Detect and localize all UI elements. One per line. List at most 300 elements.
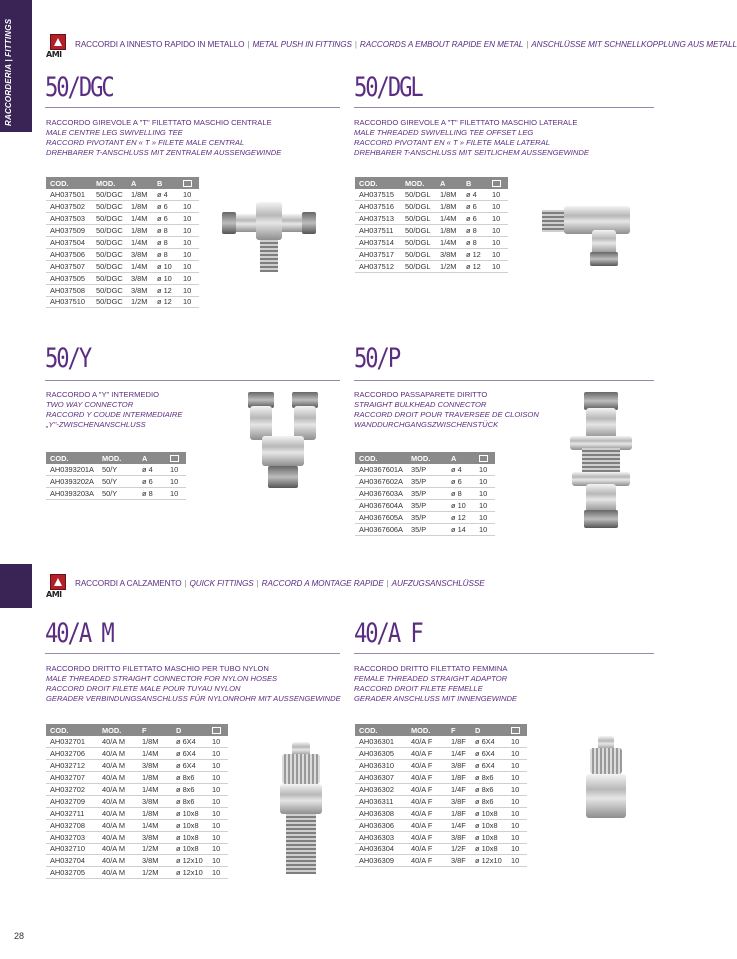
table-50-p: COD. MOD. A AH0367601A 35/P ø 4 10 AH0367602A 35/P ø 6 10 AH0367603A 35/P ø 8 10 AH0367604A 35/P ø 10 10 AH0367605A 35/P ø 12 10 AH0367606A 35/P ø 14 10 [355,452,495,536]
table-cell: 40/A F [407,736,447,748]
table-50-y: COD. MOD. A AH0393201A 50/Y ø 4 10 AH0393202A 50/Y ø 6 10 AH0393203A 50/Y ø 8 10 [46,452,186,500]
table-cell: AH0367601A [355,464,407,476]
table-cell: 35/P [407,512,447,524]
table-cell: AH036311 [355,795,407,807]
table-row [46,201,199,213]
table-cell: ø 12 [153,296,179,308]
table-cell: 10 [208,748,228,760]
table-row [46,807,228,819]
table-cell: 10 [208,843,228,855]
table-cell: 50/DGL [401,201,436,213]
table-cell: 40/A M [98,819,138,831]
table-40-af: COD. MOD. F D AH036301 40/A F 1/8F ø 6X4 10 AH036305 40/A F 1/4F ø 6X4 10 AH036310 40/A F 3/8F ø 6X4 10 AH036307 40/A F 1/8F ø 8x6 10 AH036302 40/A F 1/4F ø 8x6 10 AH036311 40/A F 3/8F ø 8x6 10 AH036308 40/A F 1/8F ø 10x8 10 AH036306 40/A F 1/4F ø 10x8 10 AH036303 40/A F 3/8F ø 10x8 10 AH036304 40/A F 1/2F ø 10x8 10 AH036309 40/A F 3/8F ø 12x10 10 [355,724,527,867]
table-row [355,772,527,784]
table-cell: AH032712 [46,760,98,772]
table-cell: AH032703 [46,831,98,843]
table-cell: AH037515 [355,189,401,201]
table-cell: 50/DGC [92,237,127,249]
table-cell: 1/2F [447,843,471,855]
table-cell: ø 4 [153,189,179,201]
table-cell: 1/8M [138,807,172,819]
table-cell: 40/A M [98,843,138,855]
header-metal-push-in: RACCORDI A INNESTO RAPIDO IN METALLO | METAL PUSH IN FITTINGS | RACCORDS A EMBOUT RAPIDE EN METAL | ANSCHLÜSSE MIT SCHNELLKOPPLUNG AUS METALL [75,40,737,49]
image-50-y [244,392,324,494]
table-cell: 10 [208,736,228,748]
table-cell: 3/8F [447,855,471,867]
divider [354,107,654,108]
table-cell: AH0393202A [46,476,98,488]
table-cell: 1/8F [447,772,471,784]
table-row [355,748,527,760]
table-cell: 1/8M [127,225,153,237]
table-cell: ø 10x8 [471,843,507,855]
table-cell: AH032709 [46,795,98,807]
table-cell: AH0367605A [355,512,407,524]
table-cell: 40/A M [98,795,138,807]
table-cell: AH037517 [355,248,401,260]
header-de: AUFZUGSANSCHLÜSSE [391,579,485,588]
header-en: QUICK FITTINGS [189,579,254,588]
table-cell: 1/4F [447,748,471,760]
table-row [46,272,199,284]
table-row [46,748,228,760]
table-cell: 50/DGC [92,201,127,213]
table-cell: 10 [507,819,527,831]
table-row [46,260,199,272]
table-cell: AH037505 [46,272,92,284]
table-cell: 3/8M [138,855,172,867]
table-cell: 1/2M [436,260,462,272]
table-cell: 50/DGC [92,272,127,284]
table-row [355,843,527,855]
table-cell: AH037511 [355,225,401,237]
table-row [355,736,527,748]
table-row [355,476,495,488]
table-cell: 10 [208,760,228,772]
package-icon [183,180,192,187]
table-cell: 1/8F [447,807,471,819]
table-row [355,819,527,831]
table-cell: 1/4M [436,237,462,249]
table-cell: AH0367606A [355,523,407,535]
table-cell: ø 6 [462,213,488,225]
divider [45,380,340,381]
table-cell: AH037503 [46,213,92,225]
table-cell: 1/4M [138,784,172,796]
table-cell: 10 [475,512,495,524]
table-cell: 3/8F [447,795,471,807]
table-row [355,523,495,535]
table-cell: AH036309 [355,855,407,867]
table-cell: 50/Y [98,464,138,476]
table-row [355,512,495,524]
table-cell: AH0393201A [46,464,98,476]
table-cell: ø 8x6 [471,784,507,796]
table-cell: 10 [475,523,495,535]
table-cell: 1/4M [127,213,153,225]
table-cell: AH037506 [46,248,92,260]
header-quick-fittings: RACCORDI A CALZAMENTO | QUICK FITTINGS | RACCORD A MONTAGE RAPIDE | AUFZUGSANSCHLÜSSE [75,579,485,588]
table-cell: 10 [488,213,508,225]
table-cell: 10 [507,831,527,843]
logo-text: AMI [46,590,62,599]
table-cell: ø 8 [462,225,488,237]
divider [45,653,340,654]
table-cell: ø 8 [447,488,475,500]
table-row [355,784,527,796]
header-fr: RACCORDS A EMBOUT RAPIDE EN METAL [359,40,524,49]
table-cell: AH037514 [355,237,401,249]
table-cell: AH036310 [355,760,407,772]
table-cell: 3/8M [138,795,172,807]
image-50-p [566,392,636,532]
table-row [46,237,199,249]
table-cell: 3/8M [138,831,172,843]
table-cell: 10 [208,855,228,867]
table-cell: 1/8F [447,736,471,748]
table-row [355,213,508,225]
table-cell: ø 8x6 [471,795,507,807]
table-cell: AH036302 [355,784,407,796]
header-title: RACCORDI A CALZAMENTO [75,579,182,588]
table-row [355,795,527,807]
table-cell: 10 [488,189,508,201]
table-cell: 40/A M [98,867,138,879]
package-icon [479,455,488,462]
divider [354,380,654,381]
table-cell: 40/A M [98,760,138,772]
side-label: RACCORDERIA | FITTINGS [4,18,13,126]
table-cell: ø 4 [138,464,166,476]
table-cell: 1/8M [138,772,172,784]
table-row [355,237,508,249]
table-cell: 50/Y [98,476,138,488]
table-row [355,260,508,272]
table-cell: 1/2M [127,296,153,308]
table-cell: AH036307 [355,772,407,784]
table-cell: ø 12 [153,284,179,296]
table-cell: ø 6 [447,476,475,488]
table-row [355,225,508,237]
table-cell: ø 10x8 [172,807,208,819]
table-cell: ø 10 [153,260,179,272]
table-cell: 10 [488,248,508,260]
table-cell: ø 10x8 [471,807,507,819]
table-cell: 50/DGC [92,248,127,260]
table-row [46,831,228,843]
divider [45,107,340,108]
table-cell: 40/A M [98,855,138,867]
table-cell: ø 6 [153,213,179,225]
description-40-af: RACCORDO DRITTO FILETTATO FEMMINA FEMALE THREADED STRAIGHT ADAPTOR RACCORD DROIT FILETE FEMELLE GERADER ANSCHLUSS MIT INNENGEWINDE [354,664,518,703]
table-cell: ø 10 [153,272,179,284]
side-tab-lower [0,564,32,608]
table-cell: AH036306 [355,819,407,831]
table-cell: AH032701 [46,736,98,748]
header-fr: RACCORD A MONTAGE RAPIDE [261,579,384,588]
table-cell: 35/P [407,476,447,488]
table-cell: 1/8M [127,189,153,201]
table-cell: 10 [208,795,228,807]
table-cell: 10 [208,819,228,831]
logo-text: AMI [46,50,62,59]
table-cell: 10 [166,488,186,500]
table-row [46,225,199,237]
table-cell: 10 [179,296,199,308]
image-40-am [272,742,332,882]
section-title-50-dgc: 50/DGC [45,72,113,103]
table-row [46,819,228,831]
table-cell: ø 12 [462,248,488,260]
table-cell: 10 [507,772,527,784]
table-cell: 40/A F [407,795,447,807]
table-cell: 10 [166,476,186,488]
table-cell: ø 6 [138,476,166,488]
header-en: METAL PUSH IN FITTINGS [252,40,352,49]
table-cell: ø 6X4 [471,736,507,748]
table-cell: 10 [179,225,199,237]
table-cell: 10 [488,225,508,237]
table-row [46,464,186,476]
table-cell: 50/DGL [401,189,436,201]
table-cell: 10 [507,807,527,819]
table-row [46,772,228,784]
table-row [355,831,527,843]
section-title-50-y: 50/Y [45,343,91,374]
table-cell: 35/P [407,464,447,476]
brand-logo [46,34,76,60]
table-cell: ø 10x8 [172,843,208,855]
table-cell: 10 [208,867,228,879]
table-row [46,488,186,500]
table-cell: 10 [507,795,527,807]
table-cell: 40/A M [98,772,138,784]
table-cell: 40/A F [407,843,447,855]
table-cell: AH0367603A [355,488,407,500]
table-cell: AH037509 [46,225,92,237]
table-cell: AH032704 [46,855,98,867]
table-cell: 10 [166,464,186,476]
table-cell: 10 [507,748,527,760]
table-cell: ø 10x8 [471,831,507,843]
table-cell: 50/DGL [401,248,436,260]
table-cell: 50/DGC [92,189,127,201]
table-cell: AH037508 [46,284,92,296]
table-cell: 40/A F [407,748,447,760]
table-cell: ø 10x8 [471,819,507,831]
table-row [46,795,228,807]
description-50-dgl: RACCORDO GIREVOLE A "T" FILETTATO MASCHIO LATERALE MALE THREADED SWIVELLING TEE OFFSET LEG RACCORD PIVOTANT EN « T » FILETE MALE LATERAL DREHBARER T-ANSCHLUSS MIT SEITLICHEM AUSSENGEWINDE [354,118,589,157]
table-cell: 50/DGC [92,260,127,272]
image-50-dgl [540,200,630,272]
section-title-40-af: 40/A F [354,618,422,649]
table-cell: 40/A F [407,831,447,843]
table-cell: ø 14 [447,523,475,535]
table-cell: ø 8x6 [172,784,208,796]
table-row [46,284,199,296]
table-cell: 1/8M [436,201,462,213]
table-cell: 40/A M [98,831,138,843]
table-cell: ø 8x6 [172,772,208,784]
table-cell: 1/4M [127,237,153,249]
table-cell: 10 [179,237,199,249]
table-cell: 10 [475,464,495,476]
table-cell: ø 6 [462,201,488,213]
table-row [46,213,199,225]
table-cell: ø 6X4 [471,760,507,772]
table-cell: AH032708 [46,819,98,831]
table-cell: 1/4M [138,819,172,831]
table-cell: 40/A F [407,784,447,796]
table-cell: ø 6 [153,201,179,213]
table-cell: 10 [475,476,495,488]
table-cell: ø 4 [462,189,488,201]
table-cell: 40/A M [98,748,138,760]
table-row [46,476,186,488]
table-cell: 10 [507,760,527,772]
table-cell: 10 [179,201,199,213]
table-cell: 40/A F [407,855,447,867]
table-cell: AH037501 [46,189,92,201]
table-cell: 3/8M [138,760,172,772]
table-cell: 10 [179,272,199,284]
table-cell: 10 [179,248,199,260]
table-cell: 1/2M [138,843,172,855]
table-cell: 3/8M [436,248,462,260]
description-40-am: RACCORDO DRITTO FILETTATO MASCHIO PER TUBO NYLON MALE THREADED STRAIGHT CONNECTOR FOR NYLON HOSES RACCORD DROIT FILETE MALE POUR TUYAU NYLON GERADER VERBINDUNGSANSCHLUSS FÜR NYLONROHR MIT AUSSENGEWINDE [46,664,341,703]
table-cell: 50/DGL [401,237,436,249]
table-cell: 1/2M [138,867,172,879]
table-cell: 1/8M [436,225,462,237]
table-cell: 3/8F [447,831,471,843]
table-cell: ø 12x10 [471,855,507,867]
table-cell: 1/4M [138,748,172,760]
table-row [355,500,495,512]
table-cell: AH032707 [46,772,98,784]
section-title-50-p: 50/P [354,343,400,374]
table-cell: 10 [507,736,527,748]
table-cell: ø 12x10 [172,867,208,879]
table-row [355,855,527,867]
table-row [46,855,228,867]
table-cell: 35/P [407,488,447,500]
description-50-dgc: RACCORDO GIREVOLE A "T" FILETTATO MASCHIO CENTRALE MALE CENTRE LEG SWIVELLING TEE RACCORD PIVOTANT EN « T » FILETE MALE CENTRAL DREHBARER T-ANSCHLUSS MIT ZENTRALEM AUSSENGEWINDE [46,118,282,157]
logo-mark-icon [50,574,66,590]
table-row [46,760,228,772]
table-cell: 3/8F [447,760,471,772]
table-row [355,464,495,476]
table-cell: 40/A F [407,807,447,819]
table-cell: 50/DGC [92,225,127,237]
table-cell: 1/4F [447,819,471,831]
table-cell: 40/A M [98,784,138,796]
table-cell: 10 [179,284,199,296]
table-cell: ø 10x8 [172,831,208,843]
table-row [46,843,228,855]
table-cell: 40/A F [407,819,447,831]
section-title-40-am: 40/A M [45,618,113,649]
table-row [355,248,508,260]
table-cell: AH036308 [355,807,407,819]
table-cell: 3/8M [127,248,153,260]
package-icon [511,727,520,734]
table-cell: AH0393203A [46,488,98,500]
table-cell: AH032702 [46,784,98,796]
table-cell: AH037504 [46,237,92,249]
table-cell: 40/A F [407,760,447,772]
table-cell: 10 [475,488,495,500]
table-cell: 10 [507,855,527,867]
table-cell: 10 [179,260,199,272]
image-40-af [582,736,632,822]
table-cell: 1/8M [127,201,153,213]
table-cell: 35/P [407,500,447,512]
table-cell: AH0367604A [355,500,407,512]
table-cell: ø 10x8 [172,819,208,831]
table-cell: AH036303 [355,831,407,843]
table-cell: 40/A M [98,736,138,748]
table-cell: ø 8 [138,488,166,500]
table-cell: 10 [507,784,527,796]
table-50-dgl: COD. MOD. A B AH037515 50/DGL 1/8M ø 4 10 AH037516 50/DGL 1/8M ø 6 10 AH037513 50/DGL 1/4M ø 6 10 AH037511 50/DGL 1/8M ø 8 10 AH037514 50/DGL 1/4M ø 8 10 AH037517 50/DGL 3/8M ø 12 10 AH037512 50/DGL 1/2M ø 12 10 [355,177,508,273]
table-cell: 1/4M [127,260,153,272]
table-row [46,784,228,796]
table-cell: 40/A F [407,772,447,784]
table-row [355,760,527,772]
section-title-50-dgl: 50/DGL [354,72,422,103]
table-cell: ø 6X4 [172,760,208,772]
description-50-y: RACCORDO A "Y" INTERMEDIO TWO WAY CONNECTOR RACCORD Y COUDE INTERMEDIAIRE „Y"-ZWISCHENANSCHLUSS [46,390,183,429]
table-cell: AH037512 [355,260,401,272]
table-cell: AH032710 [46,843,98,855]
table-cell: 50/DGC [92,296,127,308]
table-cell: AH037507 [46,260,92,272]
table-cell: ø 12 [462,260,488,272]
table-cell: ø 12 [447,512,475,524]
table-cell: 10 [475,500,495,512]
table-cell: ø 8 [153,237,179,249]
table-cell: 10 [208,831,228,843]
table-row [46,248,199,260]
table-cell: 50/DGL [401,260,436,272]
table-cell: 3/8M [127,284,153,296]
package-icon [492,180,501,187]
table-row [355,201,508,213]
table-cell: AH036305 [355,748,407,760]
table-cell: ø 6X4 [471,748,507,760]
table-cell: ø 12x10 [172,855,208,867]
table-cell: 1/4F [447,784,471,796]
header-de: ANSCHLÜSSE MIT SCHNELLKOPPLUNG AUS METALL [531,40,737,49]
table-cell: ø 8x6 [172,795,208,807]
package-icon [170,455,179,462]
table-row [46,189,199,201]
table-row [46,296,199,308]
table-cell: 50/DGL [401,225,436,237]
table-cell: ø 8x6 [471,772,507,784]
description-50-p: RACCORDO PASSAPARETE DIRITTO STRAIGHT BULKHEAD CONNECTOR RACCORD DROIT POUR TRAVERSEE DE CLOISON WANDDURCHGANGSZWISCHENSTÜCK [354,390,539,429]
table-cell: AH0367602A [355,476,407,488]
table-cell: 50/Y [98,488,138,500]
table-row [355,488,495,500]
table-cell: AH036304 [355,843,407,855]
table-cell: 10 [179,213,199,225]
table-cell: ø 4 [447,464,475,476]
table-cell: AH037513 [355,213,401,225]
table-cell: 35/P [407,523,447,535]
table-cell: AH037516 [355,201,401,213]
table-cell: 1/8M [436,189,462,201]
